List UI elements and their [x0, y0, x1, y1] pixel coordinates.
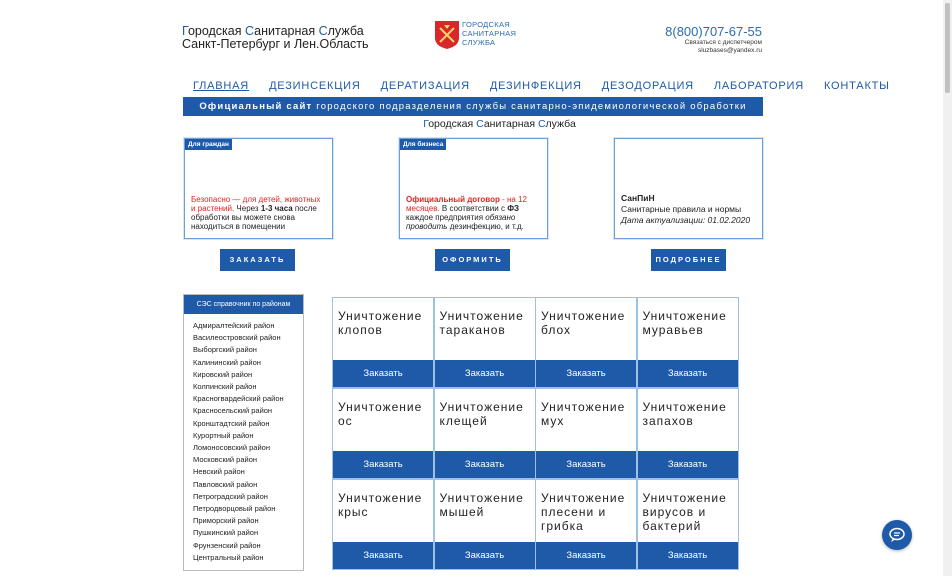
service-tile[interactable]	[535, 297, 637, 388]
district-link[interactable]: Петродворцовый район	[193, 504, 276, 514]
brand-initial: Г	[182, 24, 188, 38]
service-tile[interactable]	[637, 297, 739, 388]
service-name: Уничтожение запахов	[642, 400, 727, 428]
logo-line: ГОРОДСКАЯ	[462, 20, 510, 29]
brand-region: Санкт-Петербург и Лен.Область	[182, 37, 369, 51]
logo-text	[462, 20, 516, 47]
details-button[interactable]: ПОДРОБНЕЕ	[651, 249, 726, 271]
card-body	[621, 193, 756, 226]
card-business	[399, 138, 548, 239]
nav-item-disinfection[interactable]: ДЕЗИНФЕКЦИЯ	[489, 80, 582, 92]
brand-initial: С	[318, 24, 328, 38]
card-highlight: Безопасно — для детей, животных и растений.	[191, 195, 321, 213]
arrange-button[interactable]: ОФОРМИТЬ	[435, 249, 510, 271]
card-text: В соответствии с	[439, 204, 508, 213]
official-banner	[183, 97, 763, 116]
service-tile[interactable]	[637, 479, 739, 570]
nav-item-laboratory[interactable]: ЛАБОРАТОРИЯ	[713, 80, 804, 92]
logo-line: СЛУЖБА	[462, 38, 496, 47]
card-sanpin	[614, 138, 763, 239]
service-name: Уничтожение клопов	[338, 309, 423, 337]
district-link[interactable]: Адмиралтейский район	[193, 321, 275, 330]
card-title: СанПиН	[621, 193, 655, 203]
nav-item-home[interactable]: ГЛАВНАЯ	[193, 80, 250, 92]
scrollbar-thumb[interactable]	[945, 3, 950, 93]
service-order-button[interactable]: Заказать	[333, 451, 433, 478]
card-text: дезинфекцию, и т.д.	[447, 222, 524, 231]
nav-item-contacts[interactable]: КОНТАКТЫ	[823, 80, 890, 92]
district-link[interactable]: Московский район	[193, 455, 258, 465]
card-tag: Для граждан	[185, 139, 232, 150]
card-text: Через	[234, 204, 261, 213]
service-order-button[interactable]: Заказать	[536, 451, 636, 478]
card-body	[191, 195, 326, 231]
brand-initial: С	[476, 118, 484, 130]
district-link[interactable]: Красногвардейский район	[193, 394, 284, 404]
brand-initial: Г	[423, 118, 429, 130]
service-tile[interactable]	[535, 388, 637, 479]
order-button[interactable]: ЗАКАЗАТЬ	[220, 249, 295, 271]
phone-link[interactable]: 8(800)707-67-55	[665, 24, 762, 39]
district-list	[184, 314, 303, 564]
service-name: Уничтожение тараканов	[439, 309, 524, 337]
logo[interactable]	[434, 20, 517, 54]
service-tile[interactable]	[535, 479, 637, 570]
banner-bold: Официальный сайт	[199, 101, 313, 112]
service-name: Уничтожение клещей	[439, 400, 524, 428]
card-body	[406, 195, 541, 231]
card-italic: обязано проводить	[406, 213, 516, 231]
service-order-button[interactable]: Заказать	[638, 451, 738, 478]
card-bold: 1-3 часа	[260, 204, 293, 213]
district-link[interactable]: Кронштадтский район	[193, 418, 270, 428]
service-order-button[interactable]: Заказать	[435, 360, 535, 387]
district-link[interactable]: Невский район	[193, 467, 245, 477]
service-order-button[interactable]: Заказать	[638, 360, 738, 387]
service-order-button[interactable]: Заказать	[435, 542, 535, 569]
email-link[interactable]: sluzbases@yandex.ru	[697, 47, 762, 54]
service-tile[interactable]	[434, 388, 536, 479]
service-tile[interactable]	[332, 388, 434, 479]
service-name: Уничтожение мышей	[439, 491, 524, 519]
district-directory	[183, 294, 304, 571]
district-link[interactable]: Выборгский район	[193, 345, 257, 355]
brand-block	[182, 25, 369, 51]
page-scrollbar[interactable]	[943, 0, 952, 576]
contact-label: Связаться с диспетчером	[684, 39, 762, 46]
card-text: после обработки вы можете снова находиться в помещении	[191, 204, 317, 231]
chat-icon	[882, 520, 912, 550]
card-bold: ФЗ	[507, 204, 520, 213]
district-link[interactable]: Павловский район	[193, 479, 258, 489]
nav-item-disinsection[interactable]: ДЕЗИНСЕКЦИЯ	[269, 80, 361, 92]
service-order-button[interactable]: Заказать	[435, 451, 535, 478]
district-link[interactable]: Калининский район	[193, 357, 261, 367]
district-link[interactable]: Пушкинский район	[193, 528, 259, 538]
card-highlight: - на 12 месяцев.	[406, 195, 528, 213]
district-link[interactable]: Центральный район	[193, 552, 264, 562]
services-grid	[332, 297, 737, 569]
brand-initial: С	[245, 24, 255, 38]
chat-button[interactable]	[882, 520, 912, 550]
district-link[interactable]: Фрунзенский район	[193, 540, 261, 550]
service-name: Уничтожение вирусов и бактерий	[642, 491, 727, 533]
service-tile[interactable]	[637, 388, 739, 479]
card-highlight: Официальный договор	[406, 195, 500, 204]
contact-block	[665, 24, 762, 55]
card-citizens	[184, 138, 333, 239]
nav-item-deodorization[interactable]: ДЕЗОДОРАЦИЯ	[601, 80, 694, 92]
main-nav	[183, 80, 890, 92]
card-text: Санитарные правила и нормы	[621, 204, 742, 214]
district-link[interactable]: Курортный район	[193, 430, 254, 440]
service-order-button[interactable]: Заказать	[536, 360, 636, 387]
banner-text: городского подразделения службы санитарно-эпидемиологической обработки	[316, 101, 747, 112]
directory-title: СЭС справочник по районам	[184, 295, 303, 314]
logo-line: САНИТАРНАЯ	[462, 29, 517, 38]
brand-title: Городская Санитарная Служба	[182, 24, 364, 38]
service-name: Уничтожение мух	[541, 400, 626, 428]
service-tile[interactable]	[332, 479, 434, 570]
nav-item-deratization[interactable]: ДЕРАТИЗАЦИЯ	[380, 80, 470, 92]
service-name: Уничтожение блох	[541, 309, 626, 337]
card-tag: Для бизнеса	[400, 139, 446, 150]
service-order-button[interactable]: Заказать	[333, 542, 433, 569]
service-order-button[interactable]: Заказать	[333, 360, 433, 387]
service-name: Уничтожение крыс	[338, 491, 423, 519]
coat-of-arms-icon	[434, 20, 460, 50]
service-name: Уничтожение плесени и грибка	[541, 491, 626, 533]
service-tile[interactable]	[332, 297, 434, 388]
service-tile[interactable]	[434, 479, 536, 570]
service-tile[interactable]	[434, 297, 536, 388]
page-subtitle: Городская Санитарная Служба	[423, 118, 576, 130]
service-order-button[interactable]: Заказать	[638, 542, 738, 569]
district-link[interactable]: Красносельский район	[193, 406, 273, 416]
service-name: Уничтожение муравьев	[642, 309, 727, 337]
district-link[interactable]: Ломоносовский район	[193, 443, 270, 453]
district-link[interactable]: Приморский район	[193, 516, 259, 526]
card-text: каждое предприятия	[406, 213, 486, 222]
district-link[interactable]: Колпинский район	[193, 382, 257, 392]
brand-initial: С	[537, 118, 546, 130]
service-order-button[interactable]: Заказать	[536, 542, 636, 569]
district-link[interactable]: Кировский район	[193, 369, 253, 379]
district-link[interactable]: Василеостровский район	[193, 333, 281, 343]
district-link[interactable]: Петроградский район	[193, 491, 268, 501]
card-italic: Дата актуализации: 01.02.2020	[621, 215, 751, 225]
service-name: Уничтожение ос	[338, 400, 423, 428]
